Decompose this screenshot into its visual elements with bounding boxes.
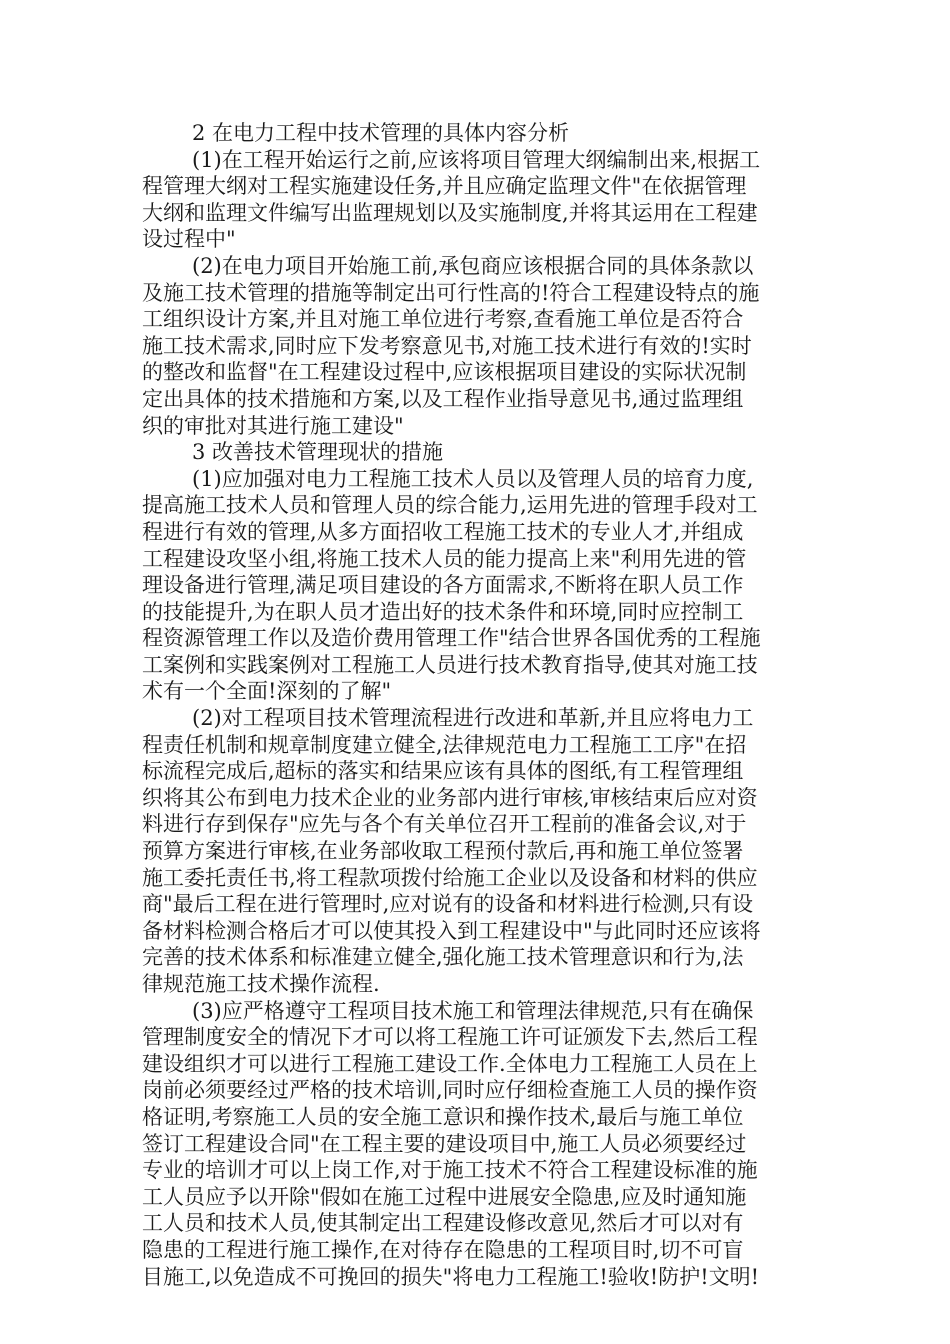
paragraph-line: 工组织设计方案,并且对施工单位进行考察,查看施工单位是否符合 — [142, 307, 744, 332]
paragraph-line: 隐患的工程进行施工操作,在对待存在隐患的工程项目时,切不可盲 — [142, 1237, 744, 1262]
paragraph-line: 程资源管理工作以及造价费用管理工作"结合世界各国优秀的工程施 — [142, 626, 761, 651]
paragraph-line: 签订工程建设合同"在工程主要的建设项目中,施工人员必须要经过 — [142, 1131, 747, 1156]
paragraph-first-line: 2 在电力工程中技术管理的具体内容分析 — [192, 121, 570, 145]
paragraph-line: 的技能提升,为在职人员才造出好的技术条件和环境,同时应控制工 — [142, 599, 744, 624]
paragraph-first-line: (2)对工程项目技术管理流程进行改进和革新,并且应将电力工 — [192, 706, 754, 731]
paragraph-line: 大纲和监理文件编写出监理规划以及实施制度,并将其运用在工程建 — [142, 200, 758, 225]
paragraph-line: 料进行存到保存"应先与各个有关单位召开工程前的准备会议,对于 — [142, 812, 747, 837]
paragraph-line: 工人员应予以开除"假如在施工过程中进展安全隐患,应及时通知施 — [142, 1184, 747, 1209]
paragraph-line: 工程建设攻坚小组,将施工技术人员的能力提高上来"利用先进的管 — [142, 546, 747, 571]
paragraph-line: 的整改和监督"在工程建设过程中,应该根据项目建设的实际状况制 — [142, 360, 747, 385]
paragraph-line: 织将其公布到电力技术企业的业务部内进行审核,审核结束后应对资 — [142, 785, 758, 810]
paragraph-line: 施工委托责任书,将工程款项拨付给施工企业以及设备和材料的供应 — [142, 865, 758, 890]
paragraph-first-line: 3 改善技术管理现状的措施 — [192, 440, 444, 465]
paragraph-line: 岗前必须要经过严格的技术培训,同时应仔细检查施工人员的操作资 — [142, 1078, 758, 1103]
paragraph-line: 设过程中" — [142, 227, 236, 252]
paragraph-line: 建设组织才可以进行工程施工建设工作.全体电力工程施工人员在上 — [142, 1051, 758, 1076]
paragraph-line: 工案例和实践案例对工程施工人员进行技术教育指导,使其对施工技 — [142, 652, 758, 677]
paragraph-line: 律规范施工技术操作流程. — [142, 972, 380, 996]
paragraph-line: 商"最后工程在进行管理时,应对说有的设备和材料进行检测,只有设 — [142, 892, 754, 917]
paragraph-first-line: (1)在工程开始运行之前,应该将项目管理大纲编制出来,根据工 — [192, 147, 761, 172]
paragraph-first-line: (1)应加强对电力工程施工技术人员以及管理人员的培育力度, — [192, 466, 754, 491]
paragraph-line: 及施工技术管理的措施等制定出可行性高的!符合工程建设特点的施 — [142, 280, 760, 305]
document-body — [142, 120, 810, 1290]
paragraph-line: 程管理大纲对工程实施建设任务,并且应确定监理文件"在依据管理 — [142, 174, 747, 199]
paragraph-line: 工人员和技术人员,使其制定出工程建设修改意见,然后才可以对有 — [142, 1211, 744, 1236]
paragraph-line: 专业的培训才可以上岗工作,对于施工技术不符合工程建设标准的施 — [142, 1158, 758, 1183]
paragraph-line: 目施工,以免造成不可挽回的损失"将电力工程施工!验收!防护!文明! — [142, 1264, 760, 1289]
paragraph-line: 完善的技术体系和标准建立健全,强化施工技术管理意识和行为,法 — [142, 945, 744, 970]
paragraph-line: 预算方案进行审核,在业务部收取工程预付款后,再和施工单位签署 — [142, 839, 744, 864]
paragraph-line: 术有一个全面!深刻的了解" — [142, 679, 392, 704]
paragraph-line: 标流程完成后,超标的落实和结果应该有具体的图纸,有工程管理组 — [142, 759, 744, 784]
paragraph-line: 程进行有效的管理,从多方面招收工程施工技术的专业人才,并组成 — [142, 519, 744, 544]
paragraph-line: 织的审批对其进行施工建设" — [142, 413, 404, 438]
paragraph-line: 备材料检测合格后才可以使其投入到工程建设中"与此同时还应该将 — [142, 918, 761, 943]
paragraph-line: 理设备进行管理,满足项目建设的各方面需求,不断将在职人员工作 — [142, 573, 744, 598]
paragraph-line: 施工技术需求,同时应下发考察意见书,对施工技术进行有效的!实时 — [142, 333, 752, 358]
paragraph-first-line: (2)在电力项目开始施工前,承包商应该根据合同的具体条款以 — [192, 253, 754, 278]
paragraph-first-line: (3)应严格遵守工程项目技术施工和管理法律规范,只有在确保 — [192, 998, 754, 1023]
paragraph-line: 管理制度安全的情况下才可以将工程施工许可证颁发下去,然后工程 — [142, 1025, 758, 1050]
paragraph-line: 提高施工技术人员和管理人员的综合能力,运用先进的管理手段对工 — [142, 493, 758, 518]
paragraph-line: 定出具体的技术措施和方案,以及工程作业指导意见书,通过监理组 — [142, 386, 744, 411]
paragraph-line: 程责任机制和规章制度建立健全,法律规范电力工程施工工序"在招 — [142, 732, 747, 757]
paragraph-line: 格证明,考察施工人员的安全施工意识和操作技术,最后与施工单位 — [142, 1104, 744, 1129]
